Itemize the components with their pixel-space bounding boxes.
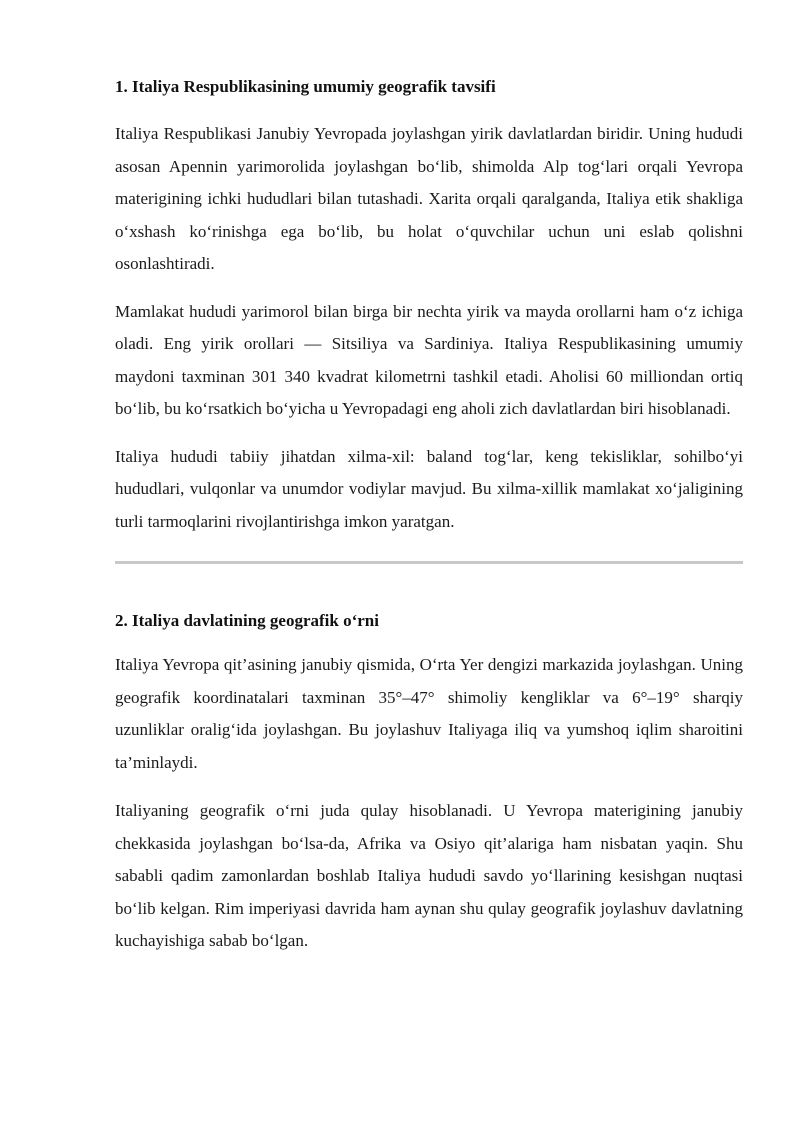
paragraph: Italiya hududi tabiiy jihatdan xilma-xil: baland tog‘lar, keng tekisliklar, sohilbo‘yi hududlari, vulqonlar va unumdor vodiylar mavjud. Bu xilma-xillik mamlakat xo‘jaligining turli tarmoqlarini rivojlantirishga imkon yaratgan. [115,446,743,531]
section-heading: 1. Italiya Respublikasining umumiy geografik tavsifi [115,77,496,96]
section-geographic-description [115,76,743,538]
section-heading: 2. Italiya davlatining geografik o‘rni [115,611,379,630]
paragraph: Italiyaning geografik o‘rni juda qulay hisoblanadi. U Yevropa materigining janubiy chekkasida joylashgan bo‘lsa-da, Afrika va Osiyo qit’alariga ham nisbatan yaqin. Shu sababli qadim zamonlardan boshlab Italiya hududi savdo yo‘llarining kesishgan nuqtasi bo‘lib kelgan. Rim imperiyasi davrida ham aynan shu qulay geografik joylashuv davlatning kuchayishiga sabab bo‘lgan. [115,801,743,950]
document-page [115,70,743,958]
section-divider [115,561,743,564]
paragraph: Mamlakat hududi yarimorol bilan birga bir nechta yirik va mayda orollarni ham o‘z ichiga oladi. Eng yirik orollari — Sitsiliya va Sardiniya. Italiya Respublikasining umumiy maydoni taxminan 301 340 kvadrat kilometrni tashkil etadi. Aholisi 60 milliondan ortiq bo‘lib, bu ko‘rsatkich bo‘yicha u Yevropadagi eng aholi zich davlatlardan biri hisoblanadi. [115,301,743,418]
paragraph: Italiya Yevropa qit’asining janubiy qismida, O‘rta Yer dengizi markazida joylashgan. Uning geografik koordinatalari taxminan 35°–47° shimoliy kengliklar va 6°–19° sharqiy uzunliklar oralig‘ida joylashgan. Bu joylashuv Italiyaga iliq va yumshoq iqlim sharoitini ta’minlaydi. [115,655,743,772]
section-geographic-position [115,610,743,958]
paragraph: Italiya Respublikasi Janubiy Yevropada joylashgan yirik davlatlardan biridir. Uning hududi asosan Apennin yarimorolida joylashgan bo‘lib, shimolda Alp tog‘lari orqali Yevropa materigining ichki hududlari bilan tutashadi. Xarita orqali qaralganda, Italiya etik shakliga o‘xshash ko‘rinishga ega bo‘lib, bu holat o‘quvchilar uchun uni eslab qolishni osonlashtiradi. [115,124,743,273]
